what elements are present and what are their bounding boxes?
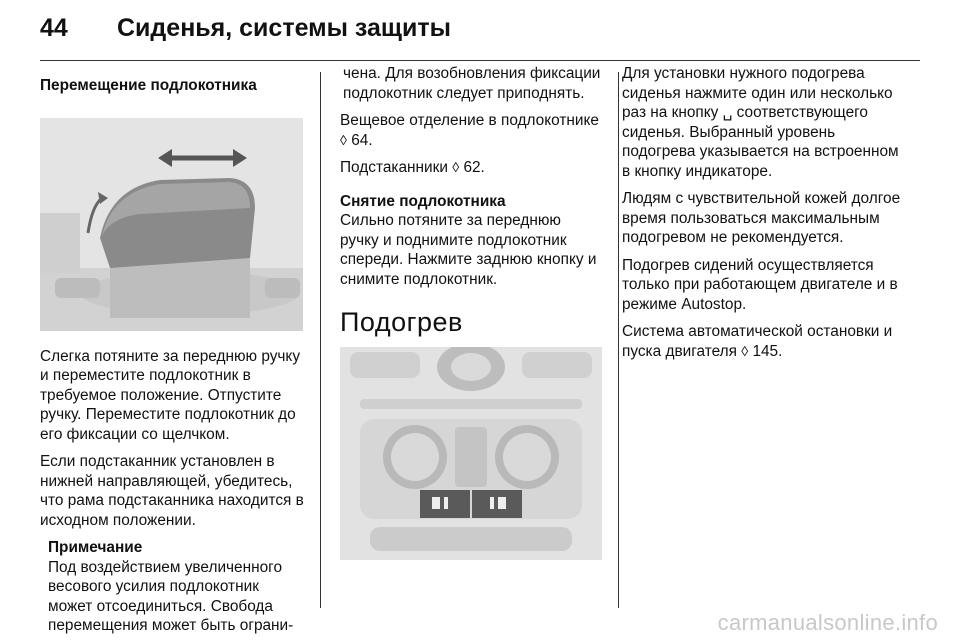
- reference-cupholders: [340, 158, 602, 178]
- reference-cupholders-page[interactable]: 62.: [463, 159, 485, 176]
- reference-storage: [340, 111, 602, 150]
- section-heading-armrest: Перемещение подлокотника: [40, 77, 257, 94]
- column-right: [622, 64, 904, 369]
- armrest-illustration: [40, 118, 303, 331]
- page-title: Сиденья, системы защиты: [117, 14, 451, 42]
- note-continuation: чена. Для возобновления фиксации подлокотник следует приподнять.: [343, 65, 601, 102]
- column-divider-2: [618, 72, 619, 608]
- heating-paragraph-2: Людям с чувствительной кожей долгое время пользоваться максимальным подогревом не рекомендуется.: [622, 190, 901, 246]
- heating-paragraph-4: [622, 322, 904, 361]
- page-ref-icon: ◊: [452, 159, 460, 175]
- column-left: [40, 64, 305, 636]
- reference-storage-page[interactable]: 64.: [351, 131, 373, 149]
- removal-paragraph: Сильно потяните за переднюю ручку и поднимите подлокотник спереди. Нажмите заднюю кнопку и снимите подлокотник.: [340, 212, 597, 288]
- reference-cupholders-text: Подстаканники: [340, 159, 448, 176]
- heating-paragraph-3: Подогрев сидений осуществляется только при работающем двигателе и в режиме Autostop.: [622, 256, 898, 313]
- column-divider-1: [320, 72, 321, 608]
- page-number: 44: [40, 14, 68, 42]
- autostop-reference-text: Система автоматической остановки и пуска двигателя: [622, 323, 893, 360]
- armrest-paragraph-1: Слегка потяните за переднюю ручку и переместите подлокотник в требуемое положение. Отпустите ручку. Переместите подлокотник до его фиксации со щелчком.: [40, 347, 301, 443]
- page-ref-icon: ◊: [340, 131, 347, 148]
- reference-storage-text: Вещевое отделение в подлокотнике: [340, 112, 599, 129]
- page-ref-icon: ◊: [741, 342, 749, 359]
- armrest-image: [40, 118, 303, 331]
- section-heading-removal: Снятие подлокотника: [340, 192, 506, 210]
- heating-controls-image: [340, 347, 602, 560]
- heating-controls-illustration: [340, 347, 602, 560]
- page-header: [40, 14, 920, 52]
- note-block: [48, 538, 305, 636]
- column-middle: [340, 64, 602, 560]
- note-text: Под воздействием увеличенного весового усилия подлокотник может отсоединиться. Свобода перемещения может быть ограни-: [48, 558, 294, 634]
- footer-watermark: carmanualsonline.info: [717, 610, 938, 635]
- section-heading-heating: Подогрев: [340, 307, 463, 337]
- note-title: Примечание: [48, 539, 143, 556]
- heating-paragraph-1: Для установки нужного подогрева сиденья нажмите один или несколько раз на кнопку ␣ соответствующего сиденья. Выбранный уровень подогрева указывается на встроенном в кнопку индикаторе.: [622, 65, 899, 180]
- armrest-paragraph-2: Если подстаканник установлен в нижней направляющей, убедитесь, что рама подстаканника находится в исходном положении.: [40, 453, 304, 529]
- header-divider: [40, 60, 920, 61]
- autostop-reference-page[interactable]: 145.: [752, 342, 783, 360]
